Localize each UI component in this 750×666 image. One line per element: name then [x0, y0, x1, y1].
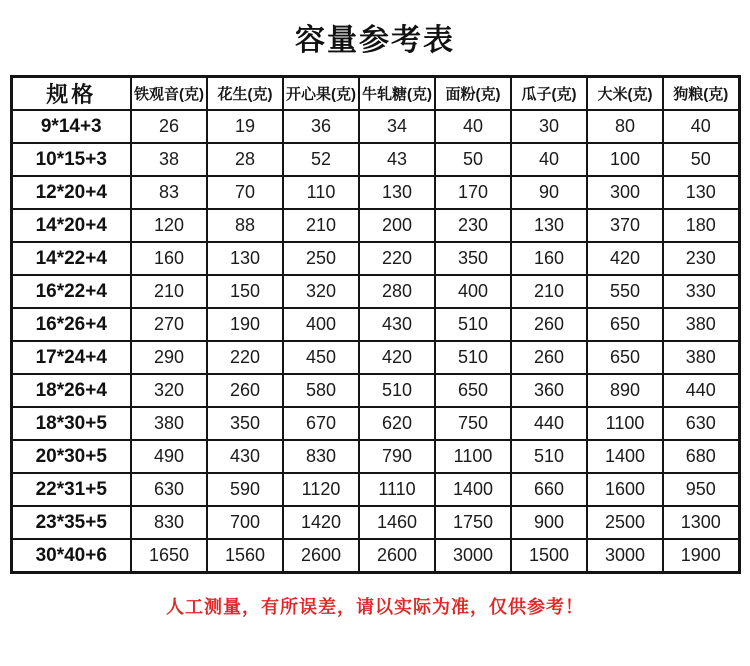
value-cell: 160: [511, 242, 587, 275]
value-cell: 3000: [435, 539, 511, 573]
value-cell: 380: [663, 308, 739, 341]
spec-cell: 16*26+4: [11, 308, 131, 341]
value-cell: 450: [283, 341, 359, 374]
spec-cell: 17*24+4: [11, 341, 131, 374]
value-cell: 38: [131, 143, 207, 176]
value-cell: 3000: [587, 539, 663, 573]
value-cell: 1300: [663, 506, 739, 539]
table-row: [11, 110, 739, 143]
value-cell: 1750: [435, 506, 511, 539]
value-cell: 160: [131, 242, 207, 275]
value-cell: 380: [131, 407, 207, 440]
column-header: 大米(克): [587, 77, 663, 111]
value-cell: 630: [663, 407, 739, 440]
table-row: [11, 143, 739, 176]
value-cell: 2600: [283, 539, 359, 573]
value-cell: 1110: [359, 473, 435, 506]
spec-cell: 10*15+3: [11, 143, 131, 176]
value-cell: 150: [207, 275, 283, 308]
value-cell: 40: [435, 110, 511, 143]
spec-cell: 23*35+5: [11, 506, 131, 539]
value-cell: 210: [283, 209, 359, 242]
value-cell: 290: [131, 341, 207, 374]
value-cell: 790: [359, 440, 435, 473]
value-cell: 400: [283, 308, 359, 341]
value-cell: 210: [131, 275, 207, 308]
table-row: [11, 275, 739, 308]
value-cell: 280: [359, 275, 435, 308]
spec-cell: 20*30+5: [11, 440, 131, 473]
value-cell: 1420: [283, 506, 359, 539]
value-cell: 660: [511, 473, 587, 506]
value-cell: 130: [663, 176, 739, 209]
value-cell: 260: [207, 374, 283, 407]
capacity-table: [10, 75, 741, 574]
table-row: [11, 341, 739, 374]
value-cell: 130: [511, 209, 587, 242]
value-cell: 88: [207, 209, 283, 242]
value-cell: 440: [511, 407, 587, 440]
value-cell: 950: [663, 473, 739, 506]
value-cell: 360: [511, 374, 587, 407]
value-cell: 90: [511, 176, 587, 209]
value-cell: 510: [511, 440, 587, 473]
value-cell: 350: [207, 407, 283, 440]
value-cell: 550: [587, 275, 663, 308]
value-cell: 650: [587, 308, 663, 341]
value-cell: 250: [283, 242, 359, 275]
value-cell: 1650: [131, 539, 207, 573]
value-cell: 620: [359, 407, 435, 440]
spec-column-header: 规格: [11, 77, 131, 111]
value-cell: 200: [359, 209, 435, 242]
column-header: 牛轧糖(克): [359, 77, 435, 111]
value-cell: 320: [131, 374, 207, 407]
table-row: [11, 209, 739, 242]
value-cell: 700: [207, 506, 283, 539]
value-cell: 100: [587, 143, 663, 176]
table-row: [11, 539, 739, 573]
value-cell: 400: [435, 275, 511, 308]
value-cell: 30: [511, 110, 587, 143]
value-cell: 330: [663, 275, 739, 308]
value-cell: 830: [283, 440, 359, 473]
value-cell: 34: [359, 110, 435, 143]
value-cell: 380: [663, 341, 739, 374]
value-cell: 1100: [587, 407, 663, 440]
spec-cell: 16*22+4: [11, 275, 131, 308]
value-cell: 630: [131, 473, 207, 506]
spec-cell: 18*30+5: [11, 407, 131, 440]
value-cell: 440: [663, 374, 739, 407]
column-header: 铁观音(克): [131, 77, 207, 111]
value-cell: 590: [207, 473, 283, 506]
value-cell: 28: [207, 143, 283, 176]
value-cell: 2500: [587, 506, 663, 539]
value-cell: 320: [283, 275, 359, 308]
value-cell: 650: [435, 374, 511, 407]
value-cell: 130: [359, 176, 435, 209]
value-cell: 750: [435, 407, 511, 440]
value-cell: 70: [207, 176, 283, 209]
value-cell: 40: [663, 110, 739, 143]
spec-cell: 18*26+4: [11, 374, 131, 407]
value-cell: 270: [131, 308, 207, 341]
value-cell: 490: [131, 440, 207, 473]
value-cell: 26: [131, 110, 207, 143]
spec-cell: 12*20+4: [11, 176, 131, 209]
table-header-row: [11, 77, 739, 111]
value-cell: 1120: [283, 473, 359, 506]
value-cell: 120: [131, 209, 207, 242]
value-cell: 2600: [359, 539, 435, 573]
value-cell: 1400: [587, 440, 663, 473]
value-cell: 50: [435, 143, 511, 176]
value-cell: 220: [359, 242, 435, 275]
value-cell: 260: [511, 341, 587, 374]
value-cell: 510: [435, 308, 511, 341]
value-cell: 510: [435, 341, 511, 374]
column-header: 花生(克): [207, 77, 283, 111]
value-cell: 580: [283, 374, 359, 407]
value-cell: 210: [511, 275, 587, 308]
value-cell: 890: [587, 374, 663, 407]
value-cell: 180: [663, 209, 739, 242]
value-cell: 1460: [359, 506, 435, 539]
table-row: [11, 176, 739, 209]
table-row: [11, 506, 739, 539]
spec-cell: 30*40+6: [11, 539, 131, 573]
column-header: 开心果(克): [283, 77, 359, 111]
value-cell: 1100: [435, 440, 511, 473]
value-cell: 670: [283, 407, 359, 440]
value-cell: 370: [587, 209, 663, 242]
value-cell: 300: [587, 176, 663, 209]
value-cell: 110: [283, 176, 359, 209]
spec-cell: 22*31+5: [11, 473, 131, 506]
value-cell: 1600: [587, 473, 663, 506]
table-row: [11, 440, 739, 473]
value-cell: 420: [587, 242, 663, 275]
table-row: [11, 407, 739, 440]
value-cell: 1400: [435, 473, 511, 506]
value-cell: 83: [131, 176, 207, 209]
table-body: [11, 110, 739, 573]
value-cell: 420: [359, 341, 435, 374]
value-cell: 36: [283, 110, 359, 143]
value-cell: 130: [207, 242, 283, 275]
value-cell: 1560: [207, 539, 283, 573]
page-title: 容量参考表: [295, 24, 455, 57]
value-cell: 350: [435, 242, 511, 275]
spec-cell: 9*14+3: [11, 110, 131, 143]
value-cell: 1500: [511, 539, 587, 573]
column-header: 狗粮(克): [663, 77, 739, 111]
disclaimer-text: 人工测量，有所误差，请以实际为准，仅供参考！: [166, 597, 584, 617]
value-cell: 80: [587, 110, 663, 143]
value-cell: 430: [207, 440, 283, 473]
value-cell: 900: [511, 506, 587, 539]
spec-cell: 14*22+4: [11, 242, 131, 275]
value-cell: 52: [283, 143, 359, 176]
table-row: [11, 242, 739, 275]
value-cell: 230: [435, 209, 511, 242]
value-cell: 19: [207, 110, 283, 143]
spec-cell: 14*20+4: [11, 209, 131, 242]
value-cell: 830: [131, 506, 207, 539]
value-cell: 170: [435, 176, 511, 209]
value-cell: 510: [359, 374, 435, 407]
value-cell: 50: [663, 143, 739, 176]
value-cell: 40: [511, 143, 587, 176]
value-cell: 1900: [663, 539, 739, 573]
table-row: [11, 308, 739, 341]
value-cell: 220: [207, 341, 283, 374]
column-header: 瓜子(克): [511, 77, 587, 111]
value-cell: 650: [587, 341, 663, 374]
table-row: [11, 473, 739, 506]
value-cell: 430: [359, 308, 435, 341]
value-cell: 230: [663, 242, 739, 275]
value-cell: 260: [511, 308, 587, 341]
value-cell: 190: [207, 308, 283, 341]
column-header: 面粉(克): [435, 77, 511, 111]
value-cell: 680: [663, 440, 739, 473]
value-cell: 43: [359, 143, 435, 176]
table-row: [11, 374, 739, 407]
